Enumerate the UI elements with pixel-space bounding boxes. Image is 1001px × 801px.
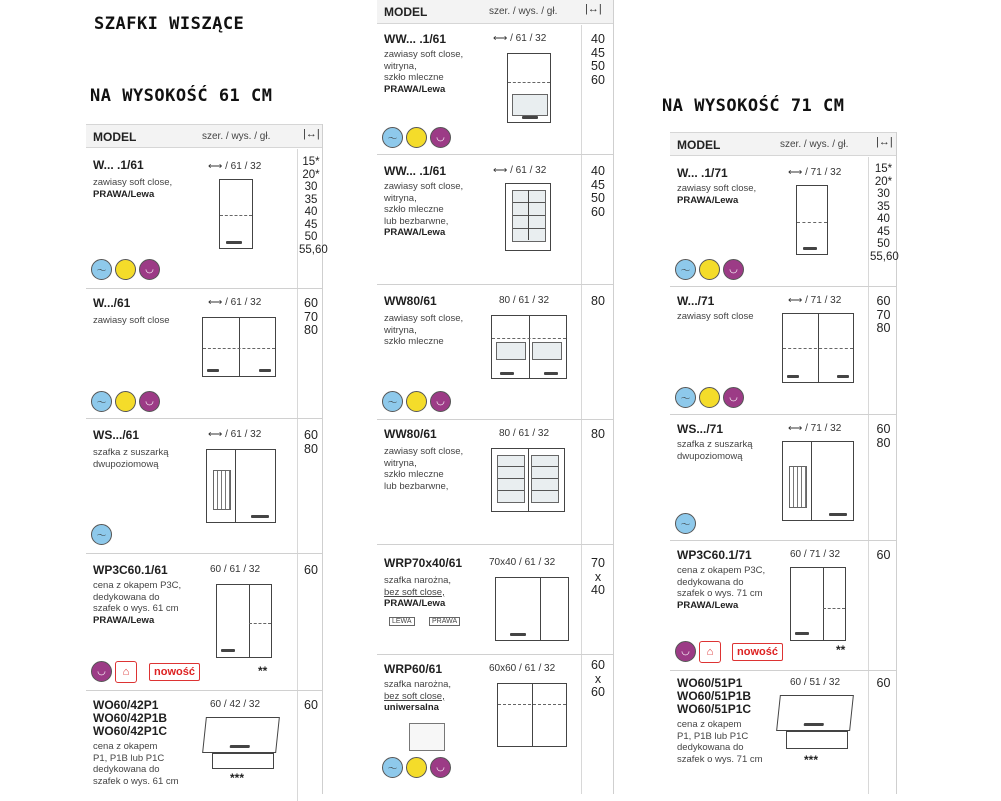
- pot-icon: ◡: [139, 259, 160, 280]
- table-header: [670, 132, 896, 156]
- description: zawiasy soft close, witryna, szkło mleczne: [384, 313, 464, 347]
- table-row[interactable]: [670, 415, 896, 541]
- wave-icon: 〜: [675, 513, 696, 534]
- description: cena z okapem P3C, dedykowana do szafek o wys. 71 cm PRAWA/Lewa: [677, 565, 766, 611]
- table-row[interactable]: [377, 155, 613, 285]
- wave-icon: 〜: [91, 259, 112, 280]
- shelf-line: [508, 82, 550, 83]
- finish-icons: [91, 391, 160, 412]
- dimensions: ⟷ / 71 / 32: [788, 423, 842, 434]
- width-list: 15* 20* 30 35 40 45 50 55,60: [299, 156, 328, 256]
- description: zawiasy soft close, PRAWA/Lewa: [93, 177, 173, 200]
- model-name: WW80/61: [384, 294, 437, 308]
- width-list: 60: [304, 698, 318, 712]
- section-title-61: NA WYSOKOŚĆ 61 CM: [90, 86, 273, 106]
- width-list: 70 x 40: [591, 556, 605, 597]
- pot-icon: ◡: [430, 127, 451, 148]
- dimensions: 60x60 / 61 / 32: [489, 663, 556, 674]
- handle: [226, 241, 242, 244]
- header-dims: szer. / wys. / gł.: [489, 6, 558, 17]
- handle: [207, 369, 219, 372]
- muntin: [528, 190, 529, 240]
- model-name: WP3C60.1/71: [677, 548, 752, 562]
- sun-icon: [115, 391, 136, 412]
- table-row[interactable]: [670, 671, 896, 794]
- handle: [837, 375, 849, 378]
- finish-icons: [675, 259, 744, 280]
- finish-icons: [91, 259, 160, 280]
- width-arrow-icon: |↔|: [585, 3, 602, 15]
- catalog-61-left: [86, 124, 328, 794]
- pot-icon: ◡: [675, 641, 696, 662]
- model-name: WW80/61: [384, 427, 437, 441]
- description: szafka narożna, bez soft close, PRAWA/Lewa: [384, 575, 452, 609]
- cabinet-body: [786, 731, 848, 749]
- table-row[interactable]: [377, 25, 613, 155]
- dimensions: 70x40 / 61 / 32: [489, 557, 556, 568]
- section-title-71: NA WYSOKOŚĆ 71 CM: [662, 96, 845, 116]
- table-row[interactable]: [670, 157, 899, 287]
- header-model: MODEL: [677, 138, 721, 152]
- table-header: [86, 124, 322, 148]
- dimensions: ⟷ / 61 / 32: [493, 33, 547, 44]
- width-list: 15* 20* 30 35 40 45 50 55,60: [870, 163, 899, 263]
- glass-panel: [512, 190, 546, 242]
- model-name: WS.../61: [93, 428, 140, 442]
- model-name: WW... .1/61: [384, 164, 447, 178]
- table-row[interactable]: [86, 289, 322, 419]
- dimensions: ⟷ / 61 / 32: [208, 429, 262, 440]
- shelf-line: [249, 623, 271, 624]
- divider: [581, 545, 582, 654]
- handle: [829, 513, 847, 516]
- footnote-stars: ***: [804, 753, 819, 767]
- cabinet-drawing: [507, 53, 551, 123]
- table-header: [377, 0, 613, 24]
- dish-rack: [789, 466, 807, 508]
- glass-panel: [532, 342, 562, 360]
- dimensions: 80 / 61 / 32: [499, 428, 550, 439]
- catalog-71: [670, 132, 897, 794]
- label-right: PRAWA: [429, 617, 460, 626]
- sun-icon: [699, 387, 720, 408]
- finish-icons: [91, 524, 112, 545]
- cabinet-drawing: [491, 315, 567, 379]
- handle: [787, 375, 799, 378]
- glass-panel: [512, 94, 548, 116]
- description: zawiasy soft close: [677, 311, 754, 322]
- divider: [581, 655, 582, 794]
- width-arrow-icon: |↔|: [303, 128, 320, 140]
- pot-icon: ◡: [91, 661, 112, 682]
- shelf-line: [203, 348, 275, 349]
- shelf-line: [492, 338, 566, 339]
- finish-icons: [675, 513, 696, 534]
- header-model: MODEL: [384, 5, 428, 19]
- handle: [804, 723, 824, 726]
- model-name: WRP60/61: [384, 662, 443, 676]
- dimensions: 60 / 61 / 32: [210, 564, 261, 575]
- sun-icon: [406, 757, 427, 778]
- width-list: 80: [591, 427, 605, 441]
- glass-panel: [531, 455, 559, 503]
- model-name: W.../61: [93, 296, 131, 310]
- description: szafka z suszarką dwupoziomową: [93, 447, 169, 470]
- dimensions: ⟷ / 61 / 32: [208, 161, 262, 172]
- table-row[interactable]: [377, 545, 613, 655]
- description: zawiasy soft close: [93, 315, 170, 326]
- divider: [581, 155, 582, 284]
- handle: [803, 247, 817, 250]
- width-list: 60: [876, 676, 891, 690]
- model-name: WRP70x40/61: [384, 556, 463, 570]
- sun-icon: [699, 259, 720, 280]
- hood-icon: ⌂: [699, 641, 721, 663]
- door-split: [528, 449, 529, 511]
- corner-split: [540, 578, 541, 640]
- model-name: W... .1/61: [93, 158, 144, 172]
- divider: [297, 419, 298, 553]
- shelf-line: [498, 704, 566, 705]
- model-name: WO60/42P1 WO60/42P1B WO60/42P1C: [93, 698, 168, 738]
- door-split: [235, 450, 236, 522]
- glass-panel: [496, 342, 526, 360]
- divider: [868, 157, 869, 286]
- width-list: 60 80: [876, 422, 891, 450]
- catalog-61-middle: [377, 0, 614, 794]
- shelf-line: [797, 222, 827, 223]
- sun-icon: [115, 259, 136, 280]
- door-split: [529, 316, 530, 378]
- divider: [297, 289, 298, 418]
- shelf-line: [823, 608, 845, 609]
- header-dims: szer. / wys. / gł.: [202, 131, 271, 142]
- table-row[interactable]: [377, 655, 613, 794]
- width-list: 60 70 80: [304, 296, 318, 337]
- sun-icon: [406, 127, 427, 148]
- door-split: [811, 442, 812, 520]
- description: zawiasy soft close, PRAWA/Lewa: [677, 183, 757, 206]
- cabinet-drawing: [782, 441, 854, 521]
- pot-icon: ◡: [723, 259, 744, 280]
- finish-icons: [382, 757, 451, 778]
- divider: [868, 415, 869, 540]
- width-list: 40 45 50 60: [591, 32, 605, 87]
- handle: [795, 632, 809, 635]
- table-row[interactable]: [377, 420, 613, 545]
- wave-icon: 〜: [382, 757, 403, 778]
- glass-panel: [497, 455, 525, 503]
- description: zawiasy soft close, witryna, szkło mleczne lub bezbarwne,: [384, 446, 464, 492]
- description: szafka z suszarką dwupoziomową: [677, 439, 753, 462]
- dimensions: ⟷ / 61 / 32: [208, 297, 262, 308]
- description: cena z okapem P3C, dedykowana do szafek o wys. 61 cm PRAWA/Lewa: [93, 580, 182, 626]
- cabinet-drawing: [219, 179, 253, 249]
- model-name: W.../71: [677, 294, 715, 308]
- table-row[interactable]: [377, 285, 613, 420]
- finish-icons: [382, 127, 451, 148]
- handle: [221, 649, 235, 652]
- handle: [500, 372, 514, 375]
- feature-icons: [91, 661, 137, 683]
- handle: [522, 116, 538, 119]
- divider: [868, 287, 869, 414]
- page-title: SZAFKI WISZĄCE: [94, 14, 245, 34]
- model-name: WW... .1/61: [384, 32, 447, 46]
- handle: [230, 745, 250, 748]
- cabinet-drawing: [202, 317, 276, 377]
- divider: [868, 541, 869, 670]
- model-name: W... .1/71: [677, 166, 728, 180]
- pot-icon: ◡: [430, 757, 451, 778]
- handle: [259, 369, 271, 372]
- width-list: 60: [304, 563, 318, 577]
- table-row[interactable]: [86, 149, 328, 289]
- header-dims: szer. / wys. / gł.: [780, 139, 849, 150]
- dimensions: ⟷ / 71 / 32: [788, 167, 842, 178]
- model-name: WO60/51P1 WO60/51P1B WO60/51P1C: [677, 676, 752, 716]
- divider: [297, 554, 298, 690]
- dimensions: 60 / 71 / 32: [790, 549, 841, 560]
- handle: [251, 515, 269, 518]
- finish-icons: [382, 391, 451, 412]
- model-name: WP3C60.1/61: [93, 563, 168, 577]
- door-split: [249, 585, 250, 657]
- width-arrow-icon: |↔|: [876, 136, 893, 148]
- feature-icons: [675, 641, 721, 663]
- cabinet-drawing: [495, 577, 569, 641]
- width-list: 60 x 60: [591, 658, 605, 699]
- dimensions: 60 / 51 / 32: [790, 677, 841, 688]
- door-split: [239, 318, 240, 376]
- dimensions: ⟷ / 61 / 32: [493, 165, 547, 176]
- wave-icon: 〜: [382, 391, 403, 412]
- footnote-stars: **: [836, 643, 846, 657]
- handle: [544, 372, 558, 375]
- cabinet-drawing: [206, 449, 276, 523]
- dish-rack: [213, 470, 231, 510]
- description: cena z okapem P1, P1B lub P1C dedykowana do szafek o wys. 71 cm: [677, 719, 763, 765]
- model-name: WS.../71: [677, 422, 724, 436]
- width-list: 40 45 50 60: [591, 164, 605, 219]
- header-model: MODEL: [93, 130, 137, 144]
- divider: [297, 691, 298, 801]
- door-split: [823, 568, 824, 640]
- wave-icon: 〜: [675, 387, 696, 408]
- pot-icon: ◡: [139, 391, 160, 412]
- dimensions: ⟷ / 71 / 32: [788, 295, 842, 306]
- divider: [297, 149, 298, 288]
- table-row[interactable]: [86, 554, 322, 691]
- cabinet-drawing: [505, 183, 551, 251]
- corner-diagram: [409, 723, 445, 751]
- divider: [581, 420, 582, 544]
- cabinet-body: [212, 753, 274, 769]
- new-badge: nowość: [732, 643, 783, 661]
- width-list: 60 80: [304, 428, 318, 456]
- cabinet-drawing: [776, 695, 854, 731]
- width-list: 60: [876, 548, 891, 562]
- cabinet-drawing: [491, 448, 565, 512]
- table-row[interactable]: [86, 691, 322, 801]
- description: zawiasy soft close, witryna, szkło mleczne lub bezbarwne, PRAWA/Lewa: [384, 181, 464, 238]
- cabinet-drawing: [782, 313, 854, 383]
- wave-icon: 〜: [91, 391, 112, 412]
- dimensions: 80 / 61 / 32: [499, 295, 550, 306]
- divider: [581, 285, 582, 419]
- wave-icon: 〜: [91, 524, 112, 545]
- shelf-line: [783, 348, 853, 349]
- wave-icon: 〜: [675, 259, 696, 280]
- cabinet-drawing: [216, 584, 272, 658]
- finish-icons: [675, 387, 744, 408]
- cabinet-drawing: [796, 185, 828, 255]
- table-row[interactable]: [670, 541, 896, 671]
- width-list: 80: [591, 294, 605, 308]
- footnote-stars: **: [258, 664, 268, 678]
- pot-icon: ◡: [723, 387, 744, 408]
- divider: [581, 25, 582, 154]
- description: szafka narożna, bez soft close, uniwersalna: [384, 679, 452, 713]
- divider: [868, 671, 869, 794]
- wave-icon: 〜: [382, 127, 403, 148]
- label-left: LEWA: [389, 617, 415, 626]
- table-row[interactable]: [86, 419, 322, 554]
- cabinet-drawing: [497, 683, 567, 747]
- description: cena z okapem P1, P1B lub P1C dedykowana do szafek o wys. 61 cm: [93, 741, 179, 787]
- cabinet-drawing: [202, 717, 280, 753]
- hood-icon: ⌂: [115, 661, 137, 683]
- pot-icon: ◡: [430, 391, 451, 412]
- description: zawiasy soft close, witryna, szkło mleczne PRAWA/Lewa: [384, 49, 464, 95]
- footnote-stars: ***: [230, 771, 245, 785]
- sun-icon: [406, 391, 427, 412]
- cabinet-drawing: [790, 567, 846, 641]
- dimensions: 60 / 42 / 32: [210, 699, 261, 710]
- handle: [510, 633, 526, 636]
- width-list: 60 70 80: [876, 294, 891, 335]
- table-row[interactable]: [670, 287, 896, 415]
- new-badge: nowość: [149, 663, 200, 681]
- corner-split: [532, 684, 533, 746]
- shelf-line: [220, 215, 252, 216]
